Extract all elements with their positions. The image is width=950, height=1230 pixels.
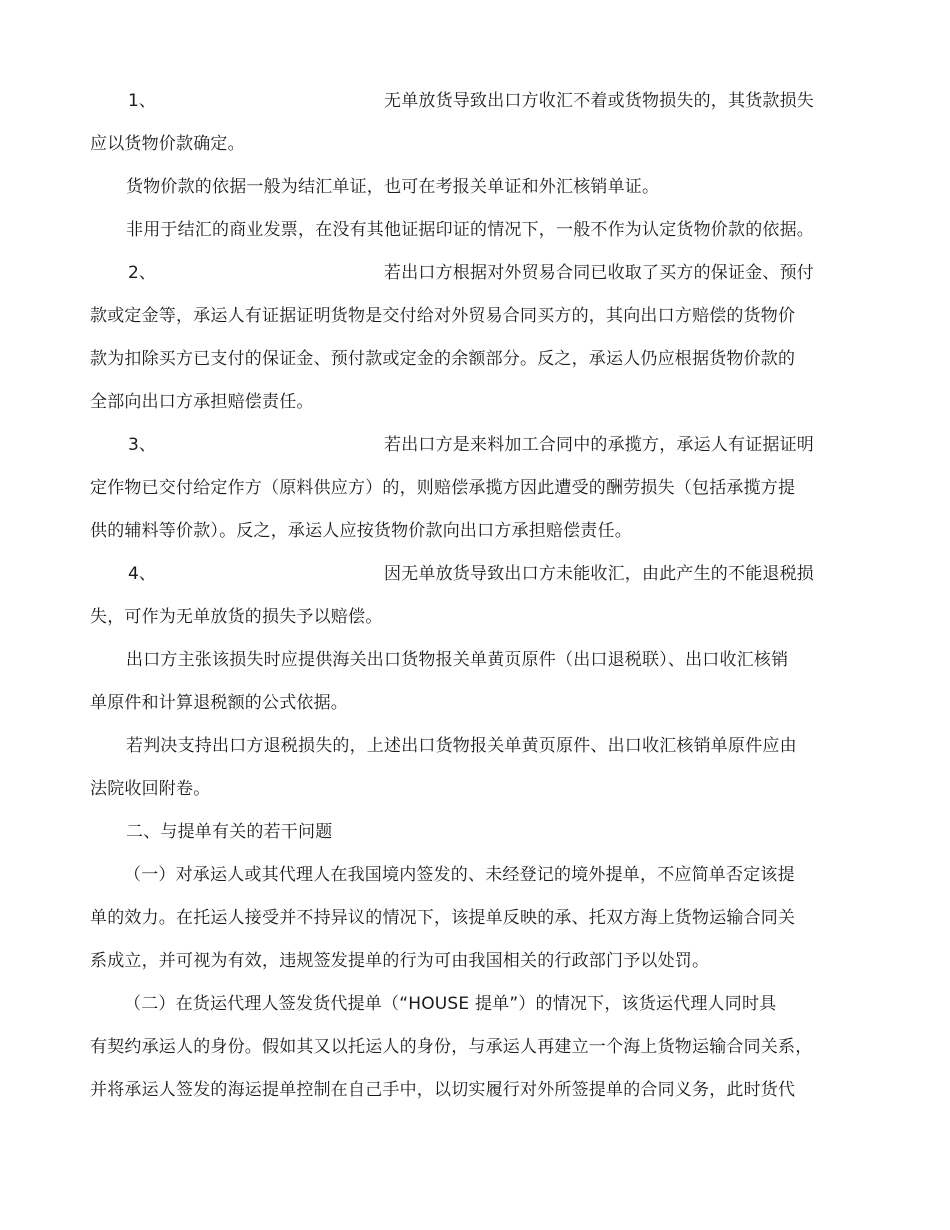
- paragraph-invoice: 非用于结汇的商业发票，在没有其他证据印证的情况下，一般不作为认定货物价款的依据。: [126, 220, 814, 240]
- item-1-number: 1、: [128, 91, 156, 111]
- item-3-continuation: 供的辅料等价款）。反之，承运人应按货物价款向出口方承担赔偿责任。: [90, 521, 632, 541]
- item-2-continuation: 款为扣除买方已支付的保证金、预付款或定金的余额部分。反之，承运人仍应根据货物价款的: [90, 349, 796, 369]
- item-1-first-line: 无单放货导致出口方收汇不着或货物损失的，其货款损失: [384, 91, 814, 111]
- item-3-continuation: 定作物已交付给定作方（原料供应方）的，则赔偿承揽方因此遭受的酬劳损失（包括承揽方提: [90, 478, 796, 498]
- item-4-first-line: 因无单放货导致出口方未能收汇，由此产生的不能退税损: [384, 564, 814, 584]
- item-4-number: 4、: [128, 564, 156, 584]
- paragraph-claim: 单原件和计算退税额的公式依据。: [90, 693, 348, 713]
- section-item-2: （二）在货运代理人签发货代提单（“HOUSE 提单”）的情况下，该货运代理人同时具: [124, 994, 777, 1014]
- item-2-number: 2、: [128, 263, 156, 283]
- paragraph-judgment: 法院收回附卷。: [90, 779, 211, 799]
- item-3-number: 3、: [128, 435, 156, 455]
- section-item-2: 有契约承运人的身份。假如其又以托运人的身份，与承运人再建立一个海上货物运输合同关系，: [90, 1037, 813, 1057]
- paragraph-price-basis: 货物价款的依据一般为结汇单证，也可在考报关单证和外汇核销单证。: [126, 177, 660, 197]
- item-3-first-line: 若出口方是来料加工合同中的承揽方，承运人有证据证明: [384, 435, 814, 455]
- paragraph-claim: 出口方主张该损失时应提供海关出口货物报关单黄页原件（出口退税联）、出口收汇核销: [126, 650, 789, 670]
- item-2-continuation: 全部向出口方承担赔偿责任。: [90, 392, 314, 412]
- item-2-first-line: 若出口方根据对外贸易合同已收取了买方的保证金、预付: [384, 263, 814, 283]
- section-item-1: 单的效力。在托运人接受并不持异议的情况下，该提单反映的承、托双方海上货物运输合同关: [90, 908, 796, 928]
- item-2-continuation: 款或定金等，承运人有证据证明货物是交付给对外贸易合同买方的，其向出口方赔偿的货物价: [90, 306, 796, 326]
- section-item-2: 并将承运人签发的海运提单控制在自己手中，以切实履行对外所签提单的合同义务，此时货代: [90, 1080, 796, 1100]
- section-heading: 二、与提单有关的若干问题: [126, 822, 333, 842]
- item-4-continuation: 失，可作为无单放货的损失予以赔偿。: [90, 607, 383, 627]
- paragraph-judgment: 若判决支持出口方退税损失的，上述出口货物报关单黄页原件、出口收汇核销单原件应由: [126, 736, 797, 756]
- item-1-continuation: 应以货物价款确定。: [90, 134, 245, 154]
- section-item-1: （一）对承运人或其代理人在我国境内签发的、未经登记的境外提单，不应简单否定该提: [124, 865, 795, 885]
- section-item-1: 系成立，并可视为有效，违规签发提单的行为可由我国相关的行政部门予以处罚。: [90, 951, 710, 971]
